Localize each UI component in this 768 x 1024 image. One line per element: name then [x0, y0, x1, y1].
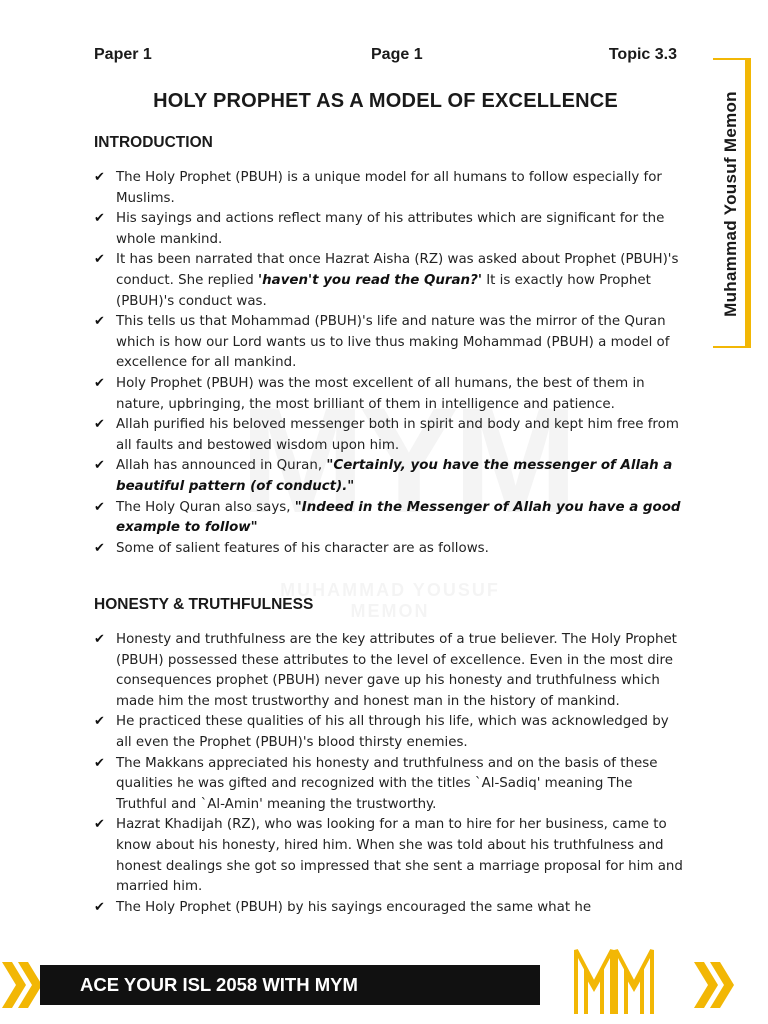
bullet-text: It is exactly how Prophet (PBUH)'s conduct was. [116, 272, 651, 309]
section-heading-introduction: INTRODUCTION [94, 134, 213, 151]
bullet-text: Honesty and truthfulness are the key attributes of a true believer. The Holy Prophet (PBUH) possessed these attributes to the level of excellence. Even in the most dire consequences prophet (PBUH) never gave up his honesty and truthfulness which made him the most trustworthy and honest man in the history of mankind. [116, 632, 677, 709]
page-header [94, 46, 677, 70]
bullet-text: Some of salient features of his character are as follows. [116, 540, 489, 556]
list-item [94, 415, 684, 456]
check-icon: ✔ [94, 314, 105, 330]
bullet-text: Allah has announced in Quran, [116, 458, 327, 474]
footer-right-chevron-icon [690, 962, 768, 1008]
bullet-text: This tells us that Mohammad (PBUH)'s life and nature was the mirror of the Quran which is how our Lord wants us to live thus making Mohammad (PBUH) a model of excellence for all mankind. [116, 314, 670, 371]
bullet-quote: 'haven't you read the Quran?' [258, 272, 482, 288]
introduction-list [94, 168, 684, 559]
check-icon: ✔ [94, 417, 105, 433]
list-item [94, 898, 684, 919]
check-icon: ✔ [94, 817, 105, 833]
page-title: HOLY PROPHET AS A MODEL OF EXCELLENCE [153, 90, 618, 112]
honesty-list [94, 630, 684, 918]
bullet-text: He practiced these qualities of his all through his life, which was acknowledged by all even the Prophet (PBUH)'s blood thirsty enemies. [116, 714, 669, 750]
list-item [94, 250, 684, 312]
list-item [94, 815, 684, 897]
check-icon: ✔ [94, 458, 105, 474]
check-icon: ✔ [94, 211, 105, 227]
check-icon: ✔ [94, 714, 105, 730]
paper-label: Paper 1 [94, 46, 152, 63]
bullet-text: The Holy Prophet (PBUH) by his sayings encouraged the same what he [116, 899, 592, 915]
section-heading-honesty: HONESTY & TRUTHFULNESS [94, 596, 314, 613]
list-item [94, 539, 684, 560]
bullet-text: It has been narrated that once Hazrat Aisha (RZ) was asked about Prophet (PBUH)'s conduct. She replied [116, 252, 679, 288]
check-icon: ✔ [94, 899, 105, 915]
check-icon: ✔ [94, 170, 105, 185]
bullet-text: The Holy Prophet (PBUH) is a unique model for all humans to follow especially for Muslims. [116, 170, 662, 206]
bullet-quote: "Indeed in the Messenger of Allah you have a good example to follow" [116, 499, 681, 536]
check-icon: ✔ [94, 375, 105, 391]
bullet-text: His sayings and actions reflect many of his attributes which are significant for the whole mankind. [116, 211, 665, 247]
side-author-name: Muhammad Yousuf Memon [721, 91, 740, 317]
check-icon: ✔ [94, 252, 105, 268]
list-item [94, 374, 684, 415]
list-item [94, 712, 684, 753]
check-icon: ✔ [94, 540, 105, 556]
side-author-block [711, 56, 751, 352]
bullet-text: Allah purified his beloved messenger both in spirit and body and kept him free from all faults and bestowed wisdom upon him. [116, 417, 679, 453]
footer-left-chevron-icon [0, 962, 44, 1008]
check-icon: ✔ [94, 499, 105, 515]
bullet-text: The Makkans appreciated his honesty and truthfulness and on the basis of these qualities he was gifted and recognized with the titles `Al-Sadiq' meaning The Truthful and `Al-Amin' meaning the trustworthy. [116, 755, 658, 812]
bullet-text: Holy Prophet (PBUH) was the most excellent of all humans, the best of them in nature, upbringing, the most brilliant of them in intelligence and patience. [116, 375, 645, 412]
bullet-quote: "Certainly, you have the messenger of Allah a beautiful pattern (of conduct)." [116, 458, 673, 494]
bullet-text: The Holy Quran also says, [116, 499, 295, 515]
list-item [94, 498, 684, 539]
check-icon: ✔ [94, 755, 105, 771]
check-icon: ✔ [94, 632, 105, 647]
list-item [94, 168, 684, 209]
list-item [94, 754, 684, 816]
mym-logo-icon [572, 944, 656, 1016]
list-item [94, 312, 684, 374]
page-number: Page 1 [371, 46, 423, 63]
bullet-text: Hazrat Khadijah (RZ), who was looking for a man to hire for her business, came to know about his honesty, hired him. When she was told about his truthfulness and honest dealings she got so impressed that she sent a marriage proposal for him and married him. [116, 817, 683, 895]
list-item [94, 630, 684, 712]
list-item [94, 456, 684, 497]
footer-banner-text: ACE YOUR ISL 2058 WITH MYM [80, 974, 358, 995]
topic-label: Topic 3.3 [608, 46, 677, 63]
list-item [94, 209, 684, 250]
